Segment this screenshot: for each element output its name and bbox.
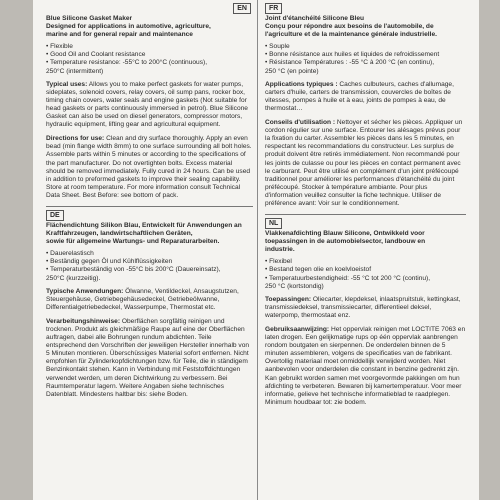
typical-uses-de: Typische Anwendungen: Ölwanne, Ventildeckel, Ansaugstutzen, Steuergehäuse, Getriebegehäusedeckel, Getriebeölwanne, Differentialgetriebedeckel, Wasserpumpe, Thermostat etc. (46, 287, 239, 311)
lang-badge-fr: FR (265, 3, 282, 14)
instruction-sheet (33, 0, 479, 500)
features-de: • Dauerelastisch • Beständig gegen Öl und Kühlflüssigkeiten • Temperaturbeständig von -55°C bis 200°C (Dauereinsatz), 250°C (kurzzeitig). (46, 250, 221, 282)
typical-uses-en: Typical uses: Allows you to make perfect gaskets for water pumps, sideplates, solenoid covers, relay covers, oil sump pans, rocker box, timing chain covers, water seals and engine gaskets (Not suitable for head gaskets or parts continuously immersed in petrol). Blue Silicone Gasket can also be used on diesel generators, compressor motors, hydraulic equipment, lifting gear and agricultural equipment. (46, 80, 248, 129)
section-fr (257, 0, 470, 500)
features-en: • Flexible • Good Oil and Coolant resistance • Temperature resistance: -55°C to 200°C (continuous), 250°C (intermittent) (46, 43, 208, 75)
title-en: Blue Silicone Gasket Maker Designed for applications in automotive, agriculture, marine and for general repair and maintenance (46, 15, 211, 39)
typical-uses-nl: Toepassingen: Oliecarter, klepdeksel, inlaatspruitstuk, kettingkast, transmissiedeksel, transmissiecarter, differentieel deksel, waterpomp, thermostaat enz. (265, 295, 461, 319)
section-de (46, 207, 253, 399)
features-fr: • Souple • Bonne résistance aux huiles et liquides de refroidissement • Résistance Températures : -55 °C à 200 °C (en continu), 250 °C (en pointe) (265, 43, 440, 75)
section-en (42, 0, 257, 500)
directions-nl: Gebruiksaanwijzing: Het oppervlak reinigen met LOCTITE 7063 en laten drogen. Een gelijkmatige rups op één oppervlak aanbrengen rondom boutgaten en sierpennen. De onderdelen binnen de 5 minuten assembleren, volgens de specificaties van de fabrikant. Overtollig materiaal moet onmiddellijk verwijderd worden. Niet aanbevolen voor onderdelen die constant in benzine gedrenkt zijn. Kan gebruikt worden samen met voorgevormde pakkingen om hun afdichting te verbeteren. Bewaren bij kamertemperatuur. Voor meer informatie, gelieve het technische informatieblad te raadplegen. Minimum houdbaar tot: zie bodem. (265, 326, 466, 406)
features-nl: • Flexibel • Bestand tegen olie en koelvloeistof • Temperatuurbestendigheid: -55 °C tot 200 °C (continu), 250 °C (kortstondig) (265, 258, 431, 290)
title-fr: Joint d'étanchéité Silicone Bleu Conçu pour répondre aux besoins de l'automobile, de l'agriculture et de la maintenance générale industrielle. (265, 15, 437, 39)
lang-badge-en: EN (233, 3, 251, 14)
directions-de: Verarbeitungshinweise: Oberflächen sorgfältig reinigen und trocknen. Produkt als gleichmäßige Raupe auf eine der Oberflächen auftragen, dabei alle Bohrungen rundum abdichten. Teile entsprechend den Vorschriften der jeweiligen Hersteller innerhalb von 5 Minuten montieren. Überschüssiges Material sofort entfernen. Nicht empfohlen für Zylinderkopfdichtungen bzw. für Teile, die in ständigem Benzinkontakt stehen. Kann in Verbindung mit Feststoffdichtungen verwendet werden, um deren Dichtwirkung zu verbessern. Bei Raumtemperatur lagern. Weitere Angaben siehe technisches Datenblatt. Mindestens haltbar bis: siehe Boden. (46, 317, 250, 398)
typical-uses-fr: Applications typiques : Caches culbuteurs, caches d'allumage, carters d'huile, carters de transmission, couvercles de boîtes de vitesses, pompes à huile et à eau, joints de pompes à eau, de thermostat… (265, 80, 454, 112)
four-language-grid (42, 0, 470, 500)
directions-fr: Conseils d'utilisation : Nettoyer et sécher les pièces. Appliquer un cordon régulier sur une surface. Entourer les alésages prévus pour la fixation du carter. Assembler les pièces dans les 5 minutes, en respectant les recommandations du constructeur. Les surplus de produit doivent être retirés immédiatement. Non recommandé pour les joints de culasse ou pour les pièces en contact permanent avec le carburant. Peut être utilisé en complément d'un joint préfécoupé traditionnel pour améliorer les performances d'étanchéité du joint préfécoupé. Stocker à température ambiante. Pour plus d'information veuillez consulter la fiche technique. Utiliser de préférence avant: Voir sur le conditionnement. (265, 119, 463, 207)
title-de: Flächendichtung Silikon Blau, Entwickelt für Anwendungen an Kraftfahrzeugen, landwirtschaftlichen Geräten, sowie für allgemeine Wartungs- und Reparaturarbeiten. (46, 221, 242, 246)
lang-badge-de: DE (46, 210, 64, 221)
section-nl (265, 215, 466, 407)
directions-en: Directions for use: Clean and dry surface thoroughly. Apply an even bead (min flange width 8mm) to one surface surrounding all bolt holes. Assemble parts within 5 minutes or according to the specifications of the part manufacturer. Do not overtighten bolts. Excess material should be removed immediately. Fully cured in 24 hours. Can be used in addition to preformed gaskets to improve their sealing capability. Store at room temperature. For more information consult Technical Data Sheet. Best Before: see bottom of pack. (46, 135, 252, 199)
lang-badge-nl: NL (265, 218, 282, 229)
title-nl: Vlakkenafdichting Blauw Silicone, Ontwikkeld voor toepassingen in de automobielsector, landbouw en industrie. (265, 230, 426, 254)
